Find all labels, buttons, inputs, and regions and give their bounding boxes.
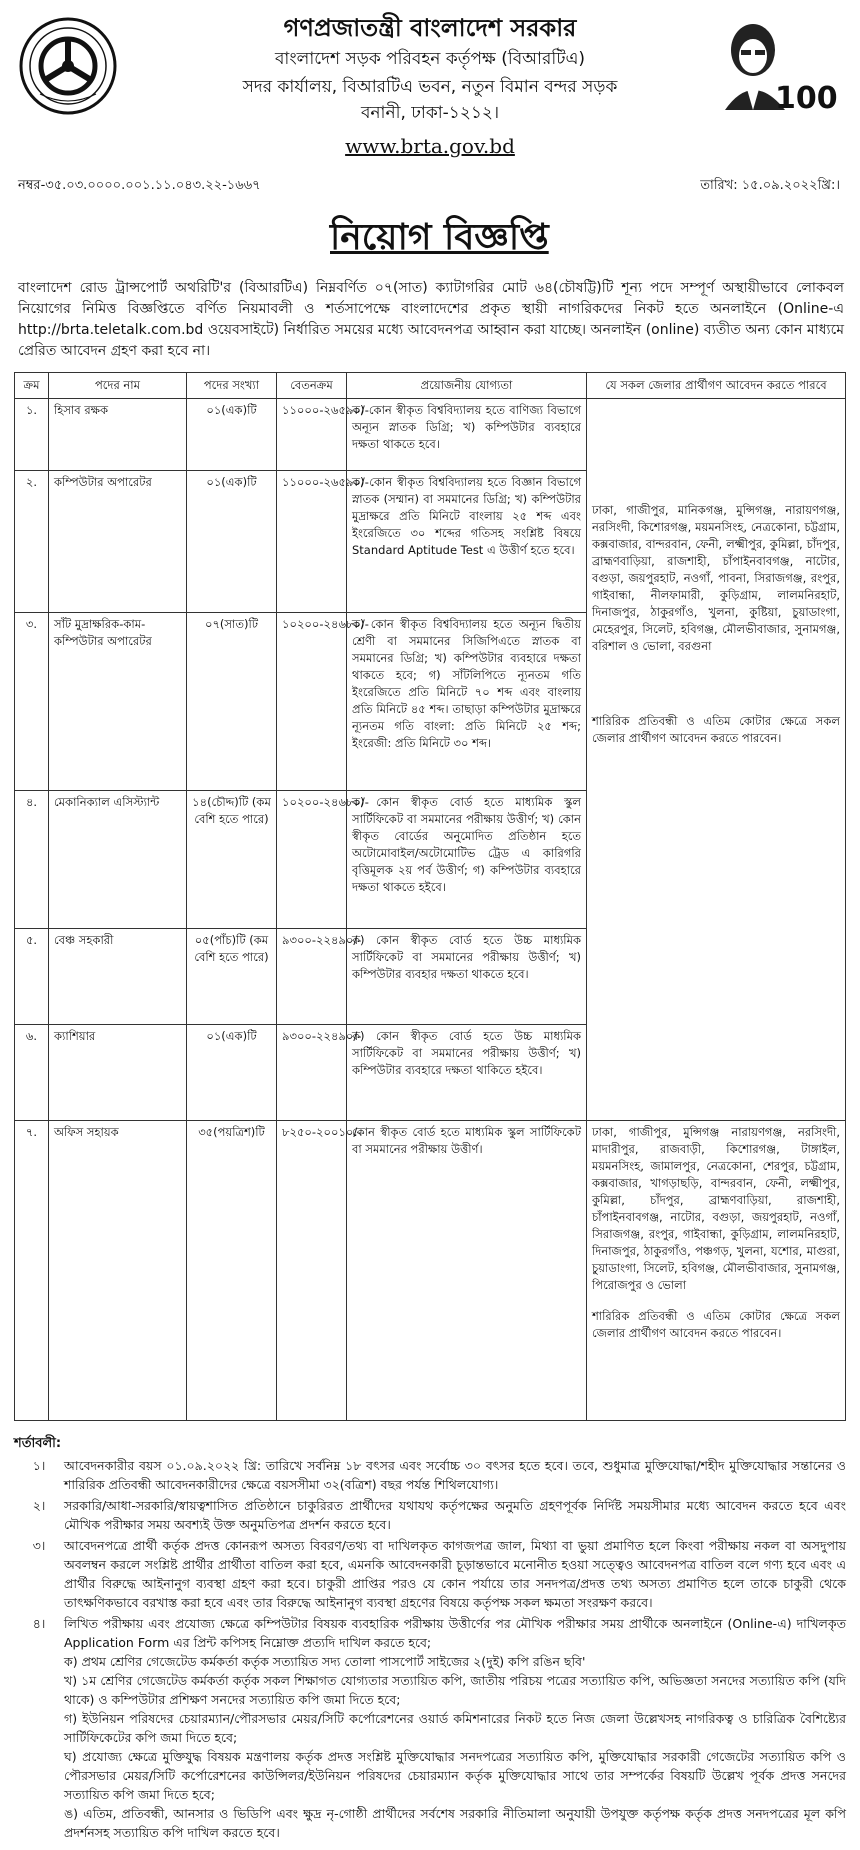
condition-number: ৪। [32, 1616, 46, 1631]
post-name-cell: হিসাব রক্ষক [49, 399, 187, 471]
post-name-cell: কম্পিউটার অপারেটর [49, 471, 187, 613]
qualification-cell: কোন স্বীকৃত বোর্ড হতে মাধ্যমিক স্কুল সার্টিফিকেট বা সমমানের পরীক্ষায় উত্তীর্ণ। [347, 1121, 587, 1421]
district-list: ঢাকা, গাজীপুর, মুন্সিগঞ্জ নারায়ণগঞ্জ, নরসিংদী, মাদারীপুর, রাজবাড়ী, কিশোরগঞ্জ, টাঙ্গাইল, ময়মনসিংহ, জামালপুর, নেত্রকোনা, শেরপুর, চট্টগ্রাম, কক্সবাজার, খাগড়াছড়ি, বান্দরবান, ফেনী, লক্ষ্মীপুর, কুমিল্লা, চাঁদপুর, ব্রাহ্মণবাড়িয়া, রাজশাহী, চাঁপাইনবাবগঞ্জ, নাটোর, বগুড়া, জয়পুরহাট, নওগাঁ, সিরাজগঞ্জ, রংপুর, গাইবান্ধা, কুড়িগ্রাম, লালমনিরহাট, দিনাজপুর, ঠাকুরগাঁও, পঞ্চগড়, খুলনা, যশোর, মাগুরা, চুয়াডাংগা, সিলেট, হবিগঞ্জ, মৌলভীবাজার, সুনামগঞ্জ, পিরোজপুর ও ভোলা [592, 1125, 840, 1292]
district-list: ঢাকা, গাজীপুর, মানিকগঞ্জ, মুন্সিগঞ্জ, নারায়ণগঞ্জ, নরসিংদী, কিশোরগঞ্জ, ময়মনসিংহ, নেত্রকোনা, চট্টগ্রাম, কক্সবাজার, বান্দরবান, ফেনী, লক্ষ্মীপুর, কুমিল্লা, চাঁদপুর, ব্রাহ্মণবাড়িয়া, রাজশাহী, চাঁপাইনবাবগঞ্জ, নাটোর, বগুড়া, জয়পুরহাট, নওগাঁ, পাবনা, সিরাজগঞ্জ, রংপুর, গাইবান্ধা, নীলফামারী, কুড়িগ্রাম, লালমনিরহাট, দিনাজপুর, ঠাকুরগাঁও, খুলনা, কুষ্টিয়া, চুয়াডাংগা, মেহেরপুর, সিলেট, হবিগঞ্জ, মৌলভীবাজার, সুনামগঞ্জ, বরিশাল ও ভোলা, বরগুনা [592, 503, 840, 653]
col-header-pay-scale: বেতনক্রম [277, 373, 347, 399]
pay-scale-cell: ১১০০০-২৬৫৯০/- [277, 399, 347, 471]
serial-cell: ৫. [15, 929, 49, 1025]
condition-number: ২। [32, 1498, 46, 1513]
condition-text: আবেদনপত্রে প্রার্থী কর্তৃক প্রদত্ত কোনরূপ অসত্য বিবরণ/তথ্য বা দাখিলকৃত কাগজপত্র জাল, মিথ্যা বা ভুয়া প্রমাণিত হলে কিংবা পরীক্ষায় নকল বা অসদুপায় অবলম্বন করলে সংশ্লিষ্ট প্রার্থীর প্রার্থীতা বাতিল করা হবে, এমনকি আবেদনকারী চূড়ান্তভাবে মনোনীত হওয়া সত্ত্বেও আবেদনপত্র বাতিল বলে গণ্য হবে এবং এ প্রার্থীর বিরুদ্ধে আইনানুগ ব্যবস্থা গ্রহণ করা হবে। চাকুরী প্রাপ্তির পরও যে কোন পর্যায়ে তার সনদপত্র/প্রদত্ত তথ্য অসত্য প্রমাণিত হলে তাকে চাকুরী থেকে তাৎক্ষণিকভাবে বরখাস্ত করা হবে এবং তার বিরুদ্ধে আইনানুগ ব্যবস্থা গ্রহণের বিষয়ে কর্তৃপক্ষ সকল ক্ষমতা সংরক্ষণ করবে। [64, 1538, 846, 1610]
organization-name: বাংলাদেশ সড়ক পরিবহন কর্তৃপক্ষ (বিআরটিএ) [274, 49, 586, 69]
serial-cell: ৩. [15, 613, 49, 791]
post-count-cell: ০৫(পাঁচ)টি (কম বেশি হতে পারে) [187, 929, 277, 1025]
subcondition-item: ক) প্রথম শ্রেণির গেজেটেড কর্মকর্তা কর্তৃক সত্যায়িত সদ্য তোলা পাসপোর্ট সাইজের ২(দুই) কপি রঙিন ছবি' [64, 1654, 586, 1669]
vacancy-table [14, 372, 846, 1421]
post-name-cell: সাঁট মুদ্রাক্ষরিক-কাম-কম্পিউটার অপারেটর [49, 613, 187, 791]
subcondition-item: ঘ) প্রযোজ্য ক্ষেত্রে মুক্তিযুদ্ধ বিষয়ক মন্ত্রণালয় কর্তৃক প্রদত্ত সংশ্লিষ্ট মুক্তিযোদ্ধার সনদপত্রের সত্যায়িত কপি, মুক্তিযোদ্ধার সরকারী গেজেটের সত্যায়িত কপি ও পৌরসভার মেয়র/সিটি কর্পোরেশনের কাউন্সিলর/ইউনিয়ন পরিষদের চেয়ারম্যান কর্তৃক মুক্তিযোদ্ধার সাথে তার সম্পর্কের বিষয়টি উল্লেখ পূর্বক প্রদত্ত সনদের সত্যায়িত কপি জমা দিতে হবে; [64, 1749, 846, 1802]
qualification-cell: ক) কোন স্বীকৃত বিশ্ববিদ্যালয় হতে বাণিজ্য বিভাগে অন্যূন স্নাতক ডিগ্রি; খ) কম্পিউটার ব্যবহারে দক্ষতা থাকতে হবে। [347, 399, 587, 471]
post-name-cell: ক্যাশিয়ার [49, 1025, 187, 1121]
condition-text: আবেদনকারীর বয়স ০১.০৯.২০২২ খ্রি: তারিখে সর্বনিম্ন ১৮ বৎসর এবং সর্বোচ্চ ৩০ বৎসর হতে হবে। তবে, শুধুমাত্র মুক্তিযোদ্ধা/শহীদ মুক্তিযোদ্ধার সন্তানের ও শারিরিক প্রতিবন্ধী আবেদনকারীদের ক্ষেত্রে বয়সসীমা ৩২(বত্রিশ) বছর পর্যন্ত শিথিলযোগ্য। [64, 1458, 846, 1492]
pay-scale-cell: ৯৩০০-২২৪৯০/- [277, 929, 347, 1025]
condition-item [14, 1496, 846, 1534]
pay-scale-cell: ১০২০০-২৪৬৮০/- [277, 613, 347, 791]
qualification-cell: ক) কোন স্বীকৃত বিশ্ববিদ্যালয় হতে বিজ্ঞান বিভাগে স্নাতক (সম্মান) বা সমমানের ডিগ্রি; খ) কম্পিউটার মুদ্রাক্ষরে প্রতি মিনিটে বাংলায় ২৫ শব্দ এবং ইংরেজিতে ৩০ শব্দের গতিসহ সংশ্লিষ্ট বিষয়ে Standard Aptitude Test এ উত্তীর্ণ হতে হবে। [347, 471, 587, 613]
qualification-cell: ক) কোন স্বীকৃত বোর্ড হতে উচ্চ মাধ্যমিক সার্টিফিকেট বা সমমানের পরীক্ষায় উত্তীর্ণ; খ) কম্পিউটার ব্যবহারে দক্ষতা থাকিতে হইবে। [347, 1025, 587, 1121]
serial-cell: ৪. [15, 791, 49, 929]
condition-number: ৩। [32, 1538, 46, 1553]
table-row [15, 399, 846, 471]
condition-item [14, 1536, 846, 1612]
condition-number: ১। [32, 1458, 46, 1473]
mujib-100-logo-icon [705, 12, 840, 120]
website-link[interactable]: www.brta.gov.bd [345, 134, 515, 158]
col-header-post-count: পদের সংখ্যা [187, 373, 277, 399]
qualification-cell: ক) কোন স্বীকৃত বোর্ড হতে মাধ্যমিক স্কুল সার্টিফিকেট বা সমমানের পরীক্ষায় উত্তীর্ণ; খ) কোন স্বীকৃত বোর্ডের অনুমোদিত প্রতিষ্ঠান হতে অটোমোবাইল/অটোমোটিভ ট্রেড এ কারিগরি বৃত্তিমূলক ২য় পর্ব উত্তীর্ণ; গ) কম্পিউটার ব্যবহারে দক্ষতা থাকতে হইবে। [347, 791, 587, 929]
government-name: গণপ্রজাতন্ত্রী বাংলাদেশ সরকার [283, 14, 577, 42]
intro-paragraph: বাংলাদেশ রোড ট্রান্সপোর্ট অথরিটি'র (বিআরটিএ) নিম্নবর্ণিত ০৭(সাত) ক্যাটাগরির মোট ৬৪(চৌষট্টি)টি শূন্য পদে সম্পূর্ণ অস্থায়ীভাবে লোকবল নিয়োগের নিমিত্ত বিজ্ঞপ্তিতে বর্ণিত নিয়মাবলী ও শর্তসাপেক্ষে বাংলাদেশের প্রকৃত স্থায়ী নাগরিকদের নিকট হতে অনলাইনে (Online-এ http://brta.teletalk.com.bd ওয়েবসাইটে) নির্ধারিত সময়ের মধ্যে আবেদনপত্র আহ্বান করা যাচ্ছে। অনলাইন (online) ব্যতীত অন্য কোন মাধ্যমে প্রেরিত আবেদন গ্রহণ করা হবে না। [18, 280, 844, 359]
serial-cell: ৬. [15, 1025, 49, 1121]
post-count-cell: ০১(এক)টি [187, 471, 277, 613]
table-row [15, 1121, 846, 1421]
pay-scale-cell: ১০২০০-২৪৬৮০/- [277, 791, 347, 929]
serial-cell: ১. [15, 399, 49, 471]
condition-text: সরকারি/আধা-সরকারি/স্বায়ত্বশাসিত প্রতিষ্ঠানে চাকুরিরত প্রার্থীদের যথাযথ কর্তৃপক্ষের অনুমতি গ্রহণপূর্বক নির্দিষ্ট সময়সীমার মধ্যে আবেদন করতে হবে এবং মৌখিক পরীক্ষার সময় অবশ্যই উক্ত অনুমতিপত্র প্রদর্শন করতে হবে। [64, 1498, 846, 1532]
page-title: নিয়োগ বিজ্ঞপ্তি [330, 217, 549, 258]
condition-item [14, 1456, 846, 1494]
condition-text-block [64, 1614, 846, 1842]
districts-cell-group1 [587, 399, 846, 1121]
office-address: সদর কার্যালয়, বিআরটিএ ভবন, নতুন বিমান বন্দর সড়ক [242, 77, 618, 97]
serial-cell: ২. [15, 471, 49, 613]
svg-text:100: 100 [775, 81, 838, 116]
post-count-cell: ০৭(সাত)টি [187, 613, 277, 791]
districts-cell-group2 [587, 1121, 846, 1421]
post-name-cell: অফিস সহায়ক [49, 1121, 187, 1421]
pay-scale-cell: ৯৩০০-২২৪৯০/- [277, 1025, 347, 1121]
conditions-list [14, 1456, 846, 1844]
post-name-cell: বেঞ্চ সহকারী [49, 929, 187, 1025]
post-count-cell: ০১(এক)টি [187, 399, 277, 471]
quota-note: শারিরিক প্রতিবন্ধী ও এতিম কোটার ক্ষেত্রে সকল জেলার প্রার্থীগণ আবেদন করতে পারবেন। [592, 714, 840, 745]
post-name-cell: মেকানিক্যাল এসিস্ট্যান্ট [49, 791, 187, 929]
pay-scale-cell: ৮২৫০-২০০১০/- [277, 1121, 347, 1421]
quota-note: শারিরিক প্রতিবন্ধী ও এতিম কোটার ক্ষেত্রে সকল জেলার প্রার্থীগণ আবেদন করতে পারবেন। [592, 1309, 840, 1340]
subcondition-item: গ) ইউনিয়ন পরিষদের চেয়ারম্যান/পৌরসভার মেয়র/সিটি কর্পোরেশনের ওয়ার্ড কমিশনারের নিকট হতে নিজ জেলা উল্লেখসহ নাগরিকত্ব ও চারিত্রিক বৈশিষ্ট্যের সার্টিফিকেটের কপি জমা দিতে হবে; [64, 1711, 846, 1745]
notice-date: তারিখ: ১৫.০৯.২০২২খ্রি:। [700, 178, 840, 193]
serial-cell: ৭. [15, 1121, 49, 1421]
memo-number: নম্বর-৩৫.০৩.০০০০.০০১.১১.০৪৩.২২-১৬৬৭ [18, 178, 261, 193]
post-count-cell: ১৪(চৌদ্দ)টি (কম বেশি হতে পারে) [187, 791, 277, 929]
col-header-serial: ক্রম [15, 373, 49, 399]
subcondition-item: ঙ) এতিম, প্রতিবন্ধী, আনসার ও ভিডিপি এবং ক্ষুদ্র নৃ-গোষ্ঠী প্রার্থীদের সর্বশেষ সরকারি নীতিমালা অনুযায়ী উপযুক্ত কর্তৃপক্ষ কর্তৃক প্রদত্ত সনদপত্রের মূল কপি প্রদর্শনসহ সত্যায়িত কপি দাখিল করতে হবে। [64, 1806, 846, 1840]
city-address: বনানী, ঢাকা-১২১২। [360, 103, 500, 123]
conditions-title: শর্তাবলী: [14, 1436, 62, 1451]
pay-scale-cell: ১১০০০-২৬৫৯০/- [277, 471, 347, 613]
brta-logo-icon [18, 16, 118, 116]
subcondition-item: খ) ১ম শ্রেণির গেজেটেড কর্মকর্তা কর্তৃক সকল শিক্ষাগত যোগ্যতার সত্যায়িত কপি, জাতীয় পরিচয় পত্রের সত্যায়িত কপি, অভিজ্ঞতা সনদের সত্যায়িত কপি (যদি থাকে) ও কম্পিউটার প্রশিক্ষণ সনদের সত্যায়িত কপি জমা দিতে হবে; [64, 1673, 846, 1707]
post-count-cell: ৩৫(পয়ত্রিশ)টি [187, 1121, 277, 1421]
post-count-cell: ০১(এক)টি [187, 1025, 277, 1121]
condition-text: লিখিত পরীক্ষায় এবং প্রযোজ্য ক্ষেত্রে কম্পিউটার বিষয়ক ব্যবহারিক পরীক্ষায় উত্তীর্ণের পর মৌখিক পরীক্ষার সময় প্রার্থীকে অনলাইনে (Online-এ) দাখিলকৃত Application Form এর প্রিন্ট কপিসহ নিম্নোক্ত প্রত্যদি দাখিল করতে হবে; [64, 1616, 846, 1650]
col-header-qualification: প্রয়োজনীয় যোগ্যতা [347, 373, 587, 399]
qualification-cell: ক) কোন স্বীকৃত বোর্ড হতে উচ্চ মাধ্যমিক সার্টিফিকেট বা সমমানের পরীক্ষায় উত্তীর্ণ; খ) কম্পিউটার ব্যবহার দক্ষতা থাকতে হবে। [347, 929, 587, 1025]
condition-item [14, 1614, 846, 1842]
col-header-districts: যে সকল জেলার প্রার্থীগণ আবেদন করতে পারবে [587, 373, 846, 399]
table-header-row [15, 373, 846, 399]
qualification-cell: ক) কোন স্বীকৃত বিশ্ববিদ্যালয় হতে অন্যূন দ্বিতীয় শ্রেণী বা সমমানের সিজিপিএতে স্নাতক বা সমমানের ডিগ্রি; খ) কম্পিউটার ব্যবহারে দক্ষতা থাকতে হবে; গ) সাঁটলিপিতে ন্যূনতম গতি ইংরেজিতে প্রতি মিনিটে ৭০ শব্দ এবং বাংলায় প্রতি মিনিটে ৪৫ শব্দ। তাছাড়া কম্পিউটার মুদ্রাক্ষরে ন্যূনতম গতি বাংলা: প্রতি মিনিটে ২৫ শব্দ; ইংরেজী: প্রতি মিনিটে ৩০ শব্দ। [347, 613, 587, 791]
col-header-post-name: পদের নাম [49, 373, 187, 399]
